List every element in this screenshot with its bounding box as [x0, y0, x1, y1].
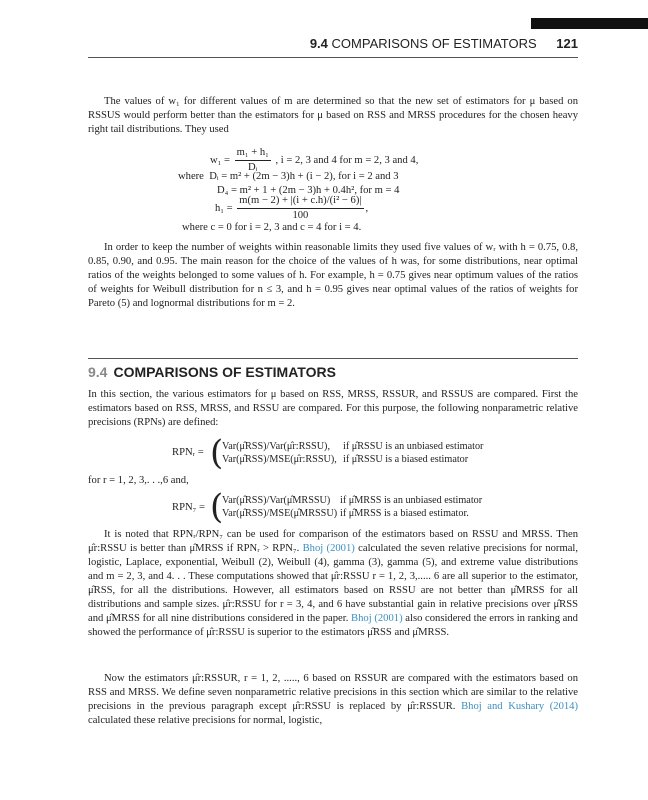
header-section-title: COMPARISONS OF ESTIMATORS [331, 36, 537, 51]
citation-bhoj-kushary-2014[interactable]: Bhoj and Kushary (2014) [461, 701, 578, 712]
rpn-r-cond1: if μ̂RSSU is an unbiased estimator [343, 441, 484, 452]
paragraph-weights-intro: The values of w₁ for different values of m are determined so that the new set of estimators for μ based on RSSUS would perform better than the estimators for μ based on RSS and MRSS procedures for the chosen heavy right tail distributions. They used [88, 96, 578, 135]
paragraph-rssur-results: Now the estimators μ̂r:RSSUR, r = 1, 2, ....., 6 based on RSSUR are compared with the estimators based on RSS and MRSS. We define seven nonparametric relative precisions in this section which are similar to the relative precisions in the previous paragraph except μ̂r:RSSU is replaced by μ̂r:RSSUR. Bhoj and Kushary (2014) calculated these relative precisions for normal, logistic, [88, 673, 578, 726]
paragraph-rssu-results: It is noted that RPNᵣ/RPN₇ can be used for comparison of the estimators based on RSSU and MRSS. Then μ̂r:RSSU is better than μ̂MRSS if RPNᵣ > RPN₇. Bhoj (2001) calculated the seven relative precisions for normal, logistic, Laplace, exponential, Weibull (2), Weibull (4), gamma (3), gamma (5), and extreme value distributions and m = 2, 3, and 4. . . These computations showed that μ̂r:RSSU r = 1, 2, 3,..... 6 are all superior to the estimator, μ̂RSS, for all the distributions. However, all estimators based on RSSU are not better than μ̂MRSS for all distributions and sample sizes. μ̂r:RSSU for r = 3, 4, and 6 have substantial gain in relative precisions over μ̂RSS and μ̂MRSS for all nine distributions considered in the paper. Bhoj (2001) also considered the errors in ranking and showed the performance of μ̂r:RSSU is superior to the estimators μ̂RSS and μ̂MRSS. [88, 529, 578, 638]
header-bar [531, 18, 648, 29]
rpn-r-case2: Var(μ̂RSS)/MSE(μ̂r:RSSU), [222, 454, 337, 465]
rpn-7-label: RPN₇ = [172, 502, 205, 513]
rpn-7-brace: ( [210, 487, 224, 527]
rpn-7-case1: Var(μ̂RSS)/Var(μ̂MRSSU) [222, 495, 331, 506]
section-heading: 9.4 COMPARISONS OF ESTIMATORS [88, 364, 336, 380]
rpn-r-label: RPNᵣ = [172, 447, 204, 458]
header-section-number: 9.4 [309, 36, 328, 51]
citation-bhoj-2001-a[interactable]: Bhoj (2001) [302, 543, 355, 554]
running-header [0, 36, 578, 56]
rpn-7-cond2: if μ̂MRSS is a biased estimator. [340, 508, 469, 519]
rpn-7-cond1: if μ̂MRSS is an unbiased estimator [340, 495, 483, 506]
equation-d4: D₄ = m² + 1 + (2m − 3)h + 0.4h², for m = 4 [217, 185, 400, 196]
paragraph-weights-choice: In order to keep the number of weights within reasonable limits they used five values of wᵣ with h = 0.75, 0.8, 0.85, 0.90, and 0.95. The main reason for the choice of the values of h was, for some distributions, near optimal ratios of the weights belonged to some values of h. For example, h = 0.75 gives near optimum values of the ratios of weights for Weibull distribution for n ≤ 3, and h = 0.95 gives near optimal values of the ratios of weights for Pareto (5) and lognormal distributions for m = 2. [88, 242, 578, 309]
equation-c-values: where c = 0 for i = 2, 3 and c = 4 for i = 4. [182, 222, 362, 233]
rpn-r-cond2: if μ̂RSSU is a biased estimator [343, 454, 469, 465]
paragraph-comparisons-intro: In this section, the various estimators for μ based on RSS, MRSS, RSSUR, and RSSUS are compared. First the estimators based on RSS, MRSS, and RSSU are compared. For this purpose, the following nonparametric relative precisions (RPNs) are defined: [88, 389, 578, 428]
equation-di: where Dᵢ = m² + (2m − 3)h + (i − 2), for i = 2 and 3 [178, 171, 399, 182]
rpn-7-case2: Var(μ̂RSS)/MSE(μ̂MRSSU) [222, 508, 338, 519]
rpn-r-brace: ( [210, 433, 224, 473]
page-number: 121 [556, 36, 578, 51]
equation-h1: h₁ = $\frac{\text{m(m − 2) + |(i + c.h)/(i² − 6)|}}{100}$ , [215, 195, 369, 221]
section-rule [88, 358, 578, 359]
equation-w1: w₁ = $\frac{\text{m₁ + h₁}}{\text{Dᵢ}}$ , i = 2, 3 and 4 for m = 2, 3 and 4, [210, 147, 419, 173]
citation-bhoj-2001-b[interactable]: Bhoj (2001) [351, 613, 403, 624]
for-r-line: for r = 1, 2, 3,. . .,6 and, [88, 475, 189, 486]
rpn-r-case1: Var(μ̂RSS)/Var(μ̂r:RSSU), [222, 441, 330, 452]
header-rule [88, 57, 578, 58]
